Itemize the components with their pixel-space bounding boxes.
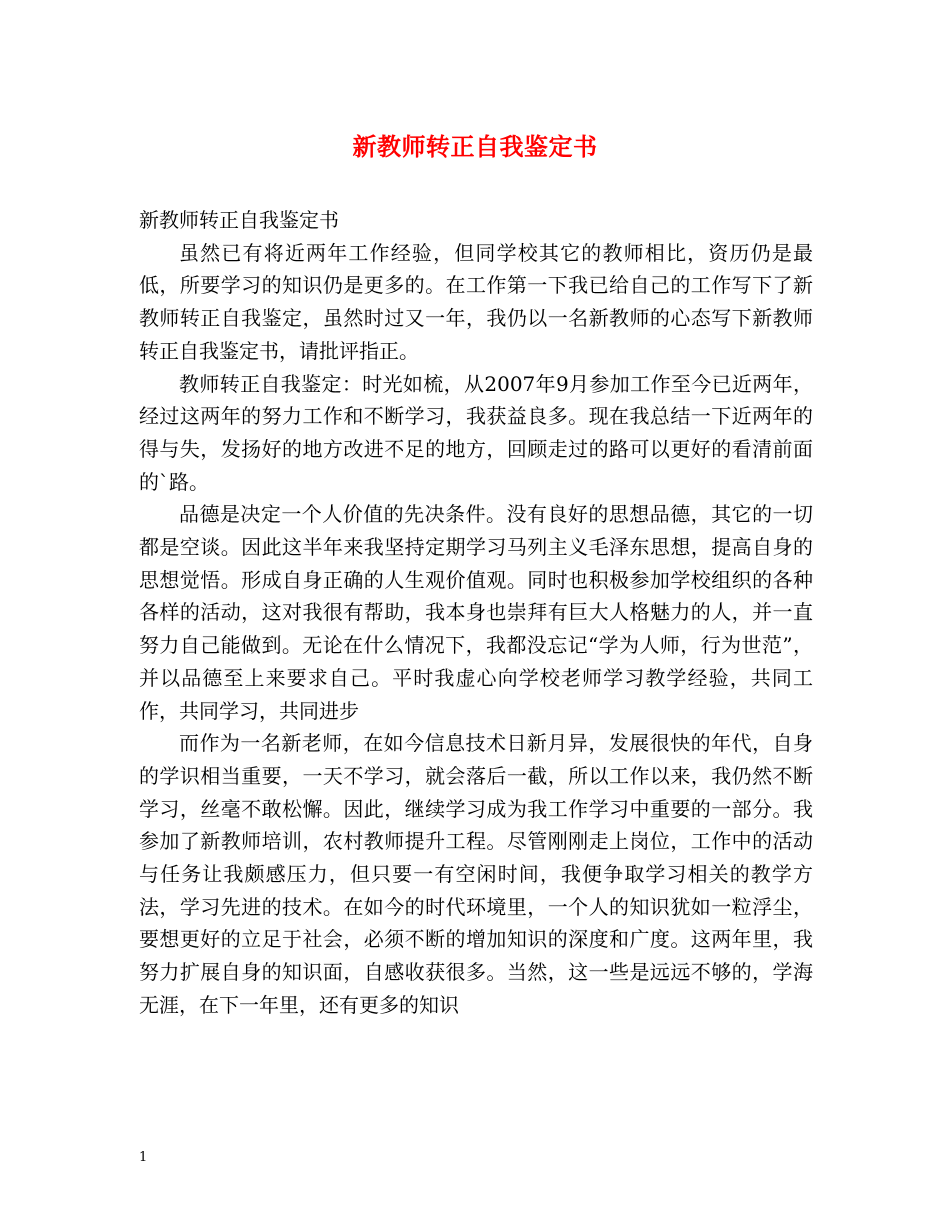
document-body xyxy=(139,204,813,1022)
paragraph-2: 教师转正自我鉴定：时光如梳，从2007年9月参加工作至今已近两年，经过这两年的努力工作和不断学习，我获益良多。现在我总结一下近两年的得与失，发扬好的地方改进不足的地方，回顾走过的路可以更好的看清前面的`路。 xyxy=(139,371,813,494)
paragraph-1: 虽然已有将近两年工作经验，但同学校其它的教师相比，资历仍是最低，所要学习的知识仍是更多的。在工作第一下我已给自己的工作写下了新教师转正自我鉴定，虽然时过又一年，我仍以一名新教师的心态写下新教师转正自我鉴定书，请批评指正。 xyxy=(139,240,813,363)
page-number: 1 xyxy=(139,1150,148,1165)
paragraph-3: 品德是决定一个人价值的先决条件。没有良好的思想品德，其它的一切都是空谈。因此这半年来我坚持定期学习马列主义毛泽东思想，提高自身的思想觉悟。形成自身正确的人生观价值观。同时也积极参加学校组织的各种各样的活动，这对我很有帮助，我本身也崇拜有巨大人格魅力的人，并一直努力自己能做到。无论在什么情况下，我都没忘记“学为人师，行为世范”，并以品德至上来要求自己。平时我虚心向学校老师学习教学经验，共同工作，共同学习，共同进步 xyxy=(139,502,813,723)
document-subtitle: 新教师转正自我鉴定书 xyxy=(139,208,339,232)
document-title: 新教师转正自我鉴定书 xyxy=(352,132,598,161)
paragraph-4: 而作为一名新老师，在如今信息技术日新月异，发展很快的年代，自身的学识相当重要，一天不学习，就会落后一截，所以工作以来，我仍然不断学习，丝毫不敢松懈。因此，继续学习成为我工作学习中重要的一部分。我参加了新教师培训，农村教师提升工程。尽管刚刚走上岗位，工作中的活动与任务让我颇感压力，但只要一有空闲时间，我便争取学习相关的教学方法，学习先进的技术。在如今的时代环境里，一个人的知识犹如一粒浮尘，要想更好的立足于社会，必须不断的增加知识的深度和广度。这两年里，我努力扩展自身的知识面，自感收获很多。当然，这一些是远远不够的，学海无涯，在下一年里，还有更多的知识 xyxy=(139,731,813,1017)
